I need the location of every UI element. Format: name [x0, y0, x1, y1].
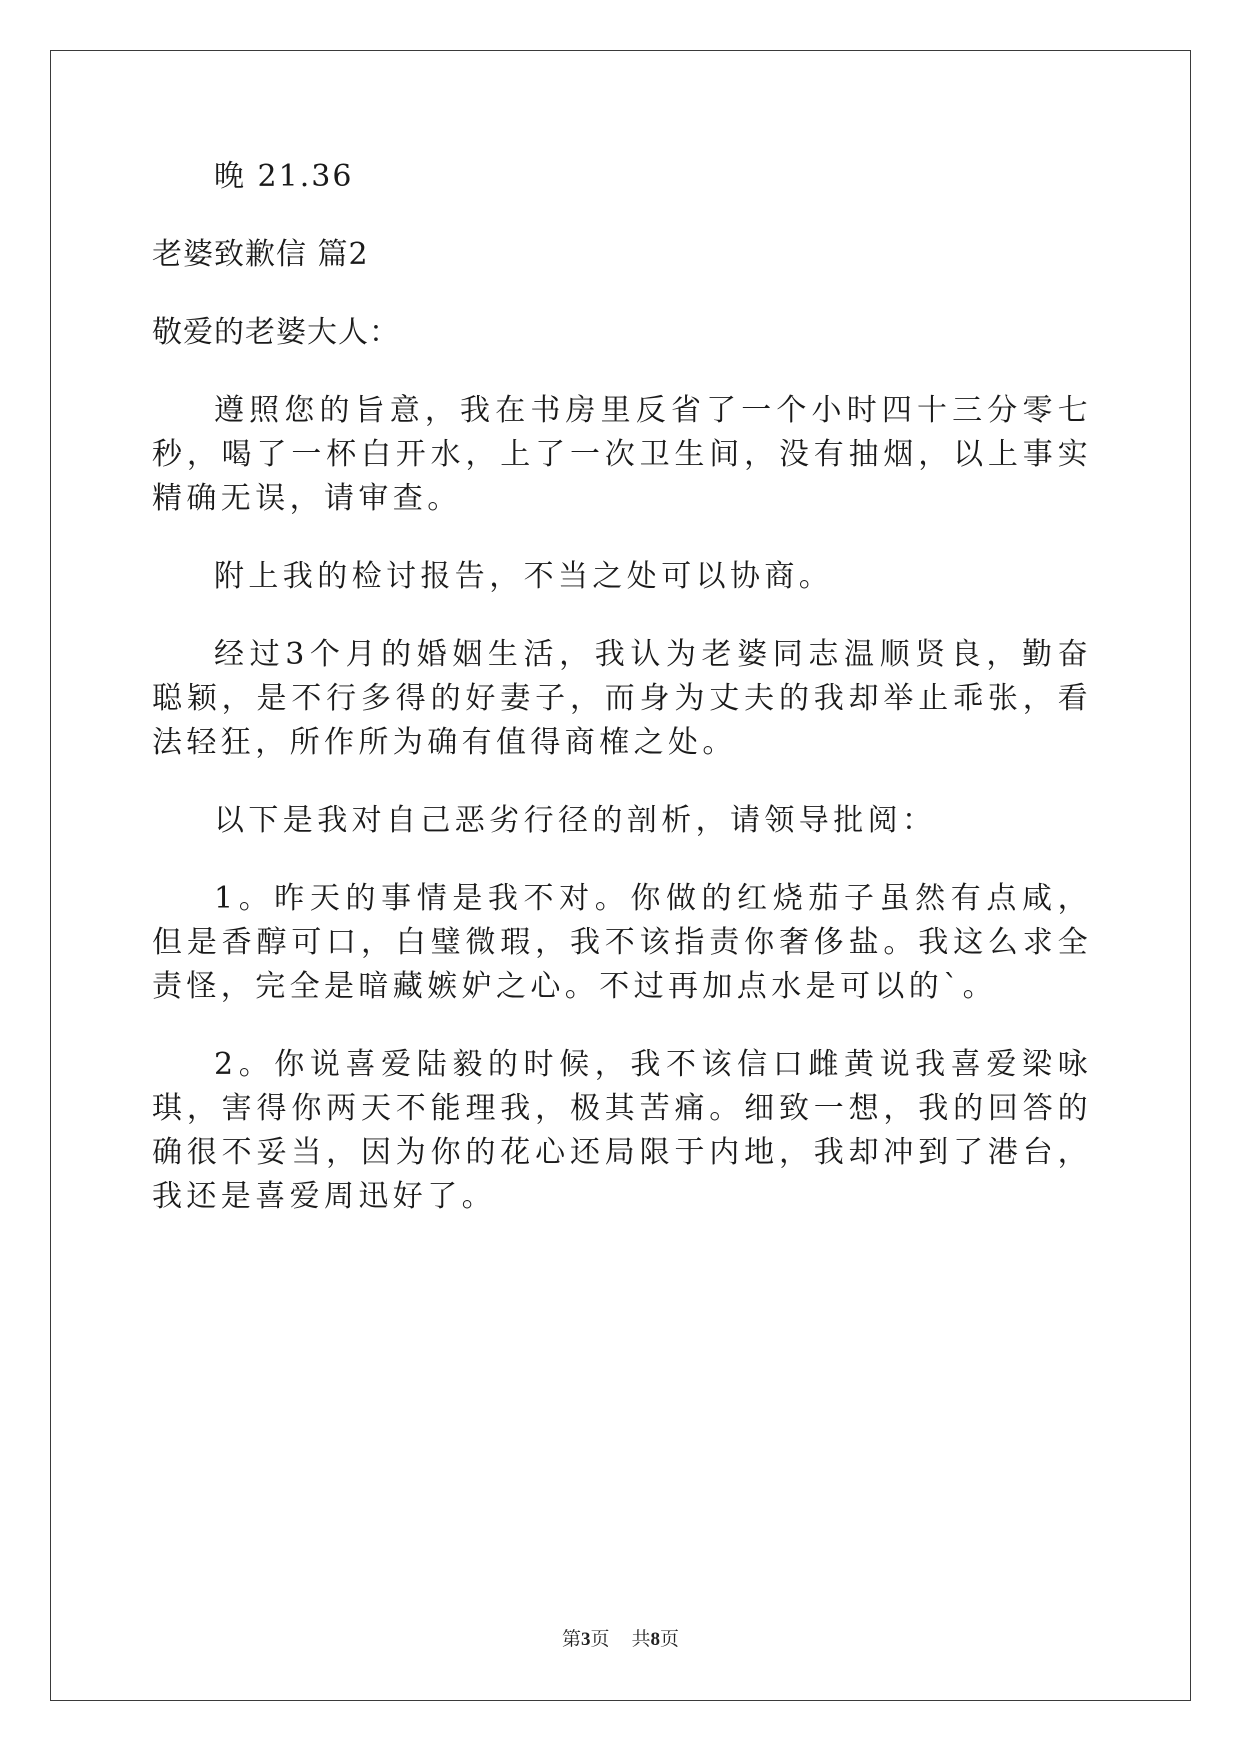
paragraph: 经过3个月的婚姻生活，我认为老婆同志温顺贤良，勤奋聪颖，是不行多得的好妻子，而身为丈夫的我却举止乖张，看法轻狂，所作所为确有值得商榷之处。	[152, 637, 1092, 760]
page-unit: 页	[590, 1628, 610, 1650]
paragraph: 2。你说喜爱陆毅的时候，我不该信口雌黄说我喜爱梁咏琪，害得你两天不能理我，极其苦痛。细致一想，我的回答的确很不妥当，因为你的花心还局限于内地，我却冲到了港台，我还是喜爱周迅好了。	[152, 1047, 1092, 1214]
total-page-number: 8	[650, 1629, 661, 1650]
paragraph: 附上我的检讨报告，不当之处可以协商。	[214, 559, 834, 594]
greeting: 敬爱的老婆大人：	[152, 315, 400, 350]
document-body	[152, 155, 1092, 1253]
total-unit: 页	[660, 1628, 680, 1650]
total-prefix: 共	[631, 1628, 651, 1650]
letter-title: 老婆致歉信 篇2	[152, 237, 369, 272]
time-stamp: 晚 21.36	[214, 159, 354, 194]
paragraph: 以下是我对自己恶劣行径的剖析，请领导批阅：	[214, 803, 937, 838]
paragraph: 遵照您的旨意，我在书房里反省了一个小时四十三分零七秒，喝了一杯白开水，上了一次卫生间，没有抽烟，以上事实精确无误，请审查。	[152, 393, 1092, 516]
page-prefix: 第	[561, 1628, 581, 1650]
page-footer	[0, 1624, 1241, 1651]
paragraph: 1。昨天的事情是我不对。你做的红烧茄子虽然有点咸，但是香醇可口，白璧微瑕，我不该指责你奢侈盐。我这么求全责怪，完全是暗藏嫉妒之心。不过再加点水是可以的`。	[152, 881, 1092, 1004]
current-page-number: 3	[580, 1629, 591, 1650]
